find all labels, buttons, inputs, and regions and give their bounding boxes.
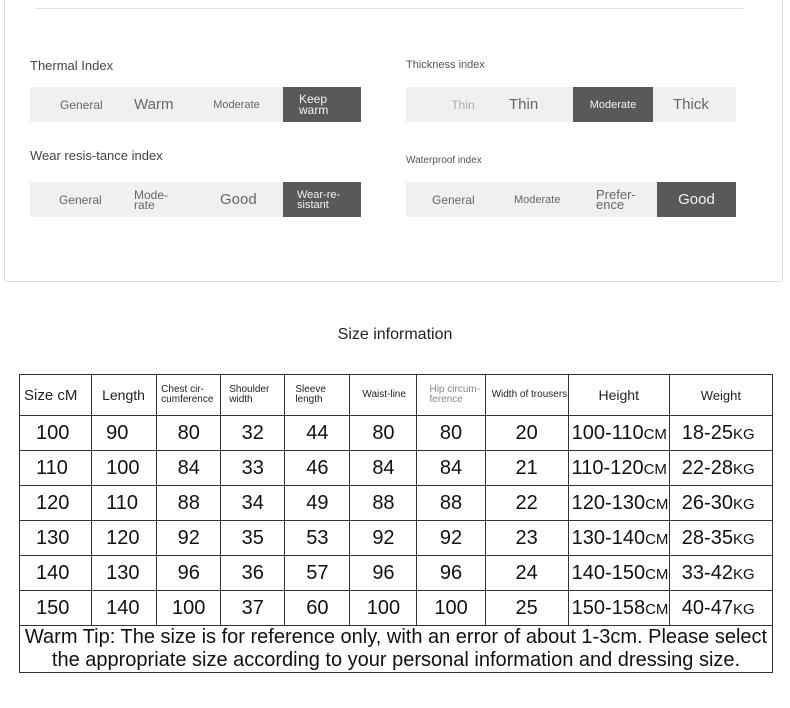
cell-weight: 33-42KG bbox=[669, 556, 772, 591]
cell-chest: 96 bbox=[157, 556, 221, 591]
cell-hip: 96 bbox=[417, 556, 485, 591]
table-row bbox=[20, 591, 773, 626]
thermal-option-moderate: Moderate bbox=[213, 98, 260, 111]
table-row bbox=[20, 521, 773, 556]
cell-length: 100 bbox=[92, 451, 157, 486]
cell-trousers-width: 22 bbox=[485, 486, 568, 521]
thermal-option-general: General bbox=[60, 97, 103, 112]
header-trousers-width: Width of trousers bbox=[485, 375, 568, 416]
cell-chest: 100 bbox=[157, 591, 221, 626]
unit-label: KG bbox=[732, 530, 755, 548]
cell-sleeve: 57 bbox=[285, 556, 350, 591]
cell-weight: 26-30KG bbox=[669, 486, 772, 521]
cell-sleeve: 53 bbox=[285, 521, 350, 556]
thickness-index-bar bbox=[406, 87, 736, 122]
cell-length: 110 bbox=[92, 486, 157, 521]
waterproof-option-general: General bbox=[432, 192, 475, 207]
header-weight: Weight bbox=[669, 375, 772, 416]
cell-size: 150 bbox=[20, 591, 92, 626]
header-sleeve: Sleeve length bbox=[285, 375, 350, 416]
cell-waist: 84 bbox=[350, 451, 417, 486]
cell-height: 150-158CM bbox=[568, 591, 669, 626]
cell-size: 110 bbox=[20, 451, 92, 486]
cell-height: 100-110CM bbox=[568, 416, 669, 451]
cell-shoulder: 36 bbox=[221, 556, 285, 591]
cell-length: 140 bbox=[92, 591, 157, 626]
cell-length: 130 bbox=[92, 556, 157, 591]
wear-index-title: Wear resis-tance index bbox=[30, 148, 163, 163]
cell-hip: 88 bbox=[417, 486, 485, 521]
cell-hip: 100 bbox=[417, 591, 485, 626]
cell-sleeve: 46 bbox=[285, 451, 350, 486]
cell-height: 130-140CM bbox=[568, 521, 669, 556]
thickness-option-thin-light: Thin bbox=[451, 97, 475, 112]
cell-chest: 84 bbox=[157, 451, 221, 486]
thermal-index-title: Thermal Index bbox=[30, 58, 114, 73]
cell-weight: 40-47KG bbox=[669, 591, 772, 626]
cell-chest: 80 bbox=[157, 416, 221, 451]
cell-size: 120 bbox=[20, 486, 92, 521]
cell-shoulder: 32 bbox=[221, 416, 285, 451]
header-size: Size cM bbox=[20, 375, 92, 416]
header-length: Length bbox=[92, 375, 157, 416]
unit-label: KG bbox=[732, 600, 755, 618]
wear-moderate-label: Mode-rate bbox=[134, 187, 169, 212]
cell-trousers-width: 25 bbox=[485, 591, 568, 626]
cell-shoulder: 34 bbox=[221, 486, 285, 521]
table-row bbox=[20, 556, 773, 591]
unit-label: CM bbox=[645, 495, 669, 513]
cell-chest: 92 bbox=[157, 521, 221, 556]
waterproof-option-moderate: Moderate bbox=[514, 193, 561, 206]
thermal-keep-warm-label: Keep warm bbox=[299, 91, 329, 117]
thickness-option-thin: Thin bbox=[509, 96, 539, 113]
cell-shoulder: 33 bbox=[221, 451, 285, 486]
unit-label: KG bbox=[732, 425, 755, 443]
cell-length: 90 bbox=[92, 416, 157, 451]
wear-option-good: Good bbox=[220, 191, 257, 208]
thermal-option-keep-warm bbox=[283, 87, 361, 122]
divider bbox=[35, 8, 743, 9]
unit-label: KG bbox=[732, 460, 755, 478]
header-shoulder: Shoulder width bbox=[221, 375, 285, 416]
thickness-option-thick: Thick bbox=[673, 96, 709, 113]
header-waist: Waist-line bbox=[350, 375, 417, 416]
cell-shoulder: 37 bbox=[221, 591, 285, 626]
cell-waist: 92 bbox=[350, 521, 417, 556]
cell-weight: 22-28KG bbox=[669, 451, 772, 486]
header-height: Height bbox=[568, 375, 669, 416]
cell-sleeve: 44 bbox=[285, 416, 350, 451]
cell-height: 120-130CM bbox=[568, 486, 669, 521]
cell-size: 130 bbox=[20, 521, 92, 556]
wear-option-general: General bbox=[59, 192, 102, 207]
thickness-option-moderate: Moderate bbox=[573, 87, 653, 122]
index-panel bbox=[4, 0, 783, 282]
waterproof-index-title: Waterproof index bbox=[406, 155, 482, 166]
waterproof-index-bar bbox=[406, 182, 736, 217]
cell-trousers-width: 20 bbox=[485, 416, 568, 451]
cell-weight: 18-25KG bbox=[669, 416, 772, 451]
header-chest: Chest cir-cumference bbox=[157, 375, 221, 416]
cell-chest: 88 bbox=[157, 486, 221, 521]
cell-sleeve: 60 bbox=[285, 591, 350, 626]
cell-waist: 96 bbox=[350, 556, 417, 591]
cell-length: 120 bbox=[92, 521, 157, 556]
cell-trousers-width: 23 bbox=[485, 521, 568, 556]
cell-weight: 28-35KG bbox=[669, 521, 772, 556]
cell-height: 110-120CM bbox=[568, 451, 669, 486]
table-row bbox=[20, 416, 773, 451]
wear-resistant-label: Wear-re-sistant bbox=[297, 188, 341, 211]
unit-label: KG bbox=[732, 495, 755, 513]
table-row bbox=[20, 486, 773, 521]
cell-shoulder: 35 bbox=[221, 521, 285, 556]
wear-option-moderate bbox=[134, 182, 214, 217]
size-information-title: Size information bbox=[337, 326, 453, 343]
wear-index-bar bbox=[30, 182, 361, 217]
unit-label: CM bbox=[645, 565, 669, 583]
wear-option-wear-resistant bbox=[283, 182, 361, 217]
cell-hip: 84 bbox=[417, 451, 485, 486]
cell-trousers-width: 24 bbox=[485, 556, 568, 591]
table-header-row bbox=[20, 375, 773, 416]
thermal-option-warm: Warm bbox=[134, 96, 174, 113]
cell-trousers-width: 21 bbox=[485, 451, 568, 486]
cell-waist: 80 bbox=[350, 416, 417, 451]
tip-row bbox=[20, 626, 773, 673]
warm-tip-text: Warm Tip: The size is for reference only, with an error of about 1-3cm. Please select the appropriate size according to your personal information and dressing size. bbox=[20, 626, 773, 673]
cell-hip: 92 bbox=[417, 521, 485, 556]
cell-waist: 100 bbox=[350, 591, 417, 626]
unit-label: KG bbox=[732, 565, 755, 583]
thickness-index-title: Thickness index bbox=[406, 59, 485, 71]
header-hip: Hip circum-ference bbox=[417, 375, 485, 416]
unit-label: CM bbox=[645, 600, 669, 618]
unit-label: CM bbox=[643, 460, 667, 478]
cell-waist: 88 bbox=[350, 486, 417, 521]
cell-size: 100 bbox=[20, 416, 92, 451]
unit-label: CM bbox=[643, 425, 667, 443]
thermal-index-bar bbox=[30, 87, 361, 122]
cell-sleeve: 49 bbox=[285, 486, 350, 521]
unit-label: CM bbox=[645, 530, 669, 548]
waterproof-option-good: Good bbox=[657, 182, 736, 217]
table-row bbox=[20, 451, 773, 486]
waterproof-option-preference bbox=[576, 182, 657, 217]
cell-height: 140-150CM bbox=[568, 556, 669, 591]
cell-hip: 80 bbox=[417, 416, 485, 451]
size-table bbox=[19, 374, 773, 673]
cell-size: 140 bbox=[20, 556, 92, 591]
waterproof-preference-label: Prefer-ence bbox=[596, 186, 636, 212]
